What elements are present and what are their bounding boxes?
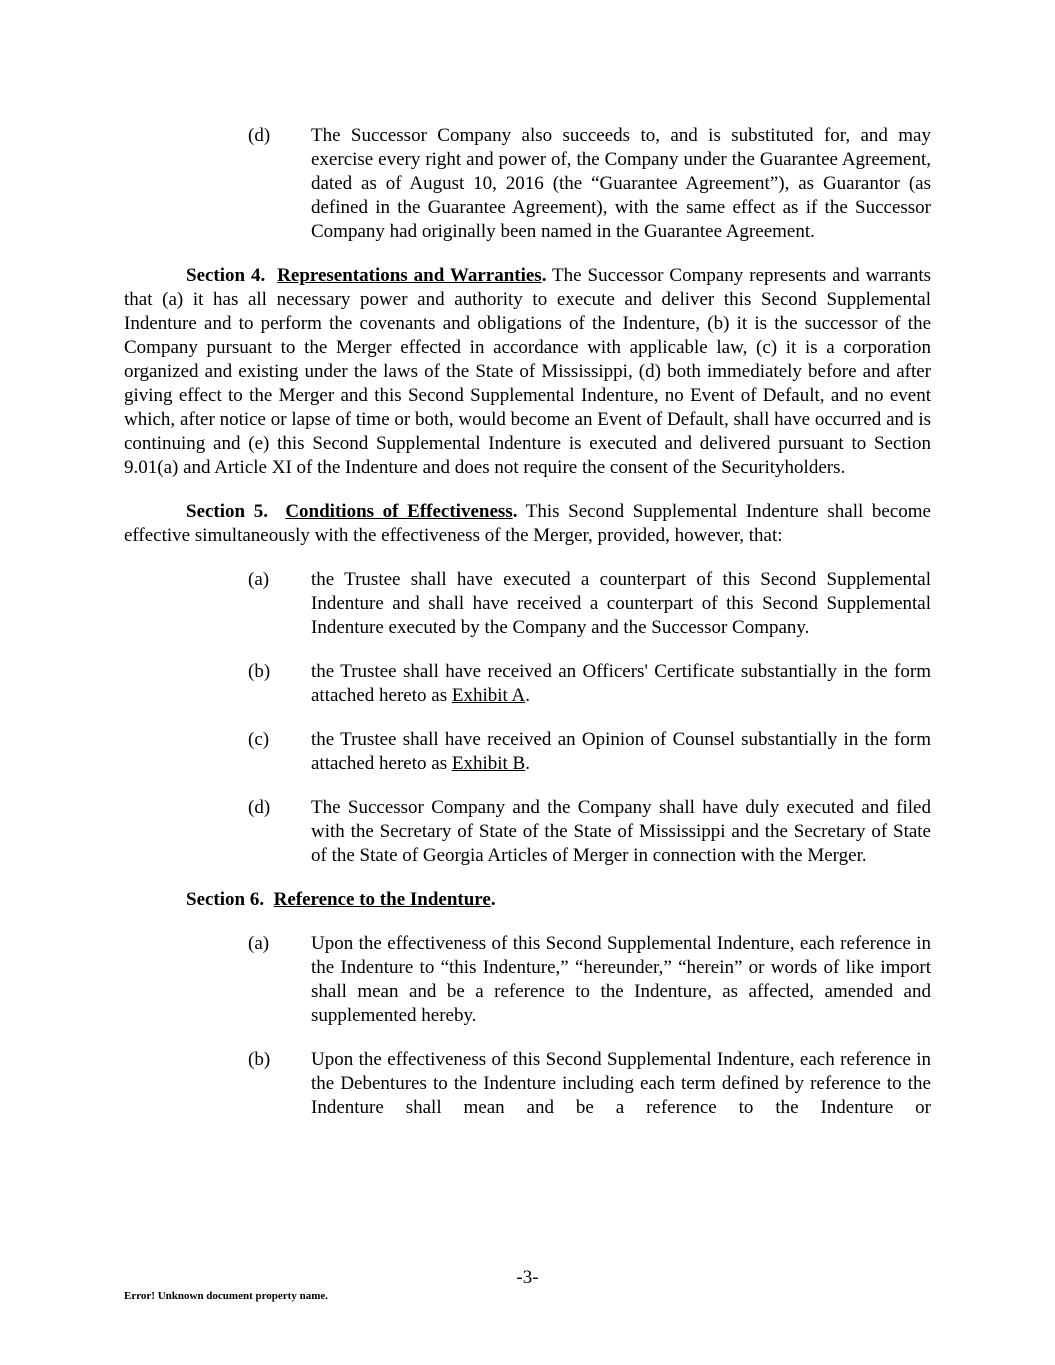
- item-label: (b): [248, 1049, 271, 1070]
- section-number: Section 5.: [186, 501, 269, 522]
- item-label: (d): [248, 125, 271, 146]
- item-text: [311, 660, 931, 708]
- list-item-b: [124, 660, 931, 708]
- list-item-a: [124, 932, 931, 1028]
- exhibit-a-reference: Exhibit A: [451, 685, 526, 706]
- item-text: The Successor Company also succeeds to, and is substituted for, and may exercise every right and power of, the Company under the Guarantee Agreement, dated as of August 10, 2016 (the “Guarantee Agreement”), as Guarantor (as defined in the Guarantee Agreement), with the same effect as if the Successor Company had originally been named in the Guarantee Agreement.: [311, 125, 931, 242]
- section-4: [124, 264, 931, 480]
- list-item-d: [124, 124, 931, 244]
- item-text: The Successor Company and the Company shall have duly executed and filed with the Secretary of State of the State of Mississippi and the Secretary of State of the State of Georgia Articles of Merger in connection with the Merger.: [311, 797, 931, 866]
- list-item-d: [124, 796, 931, 868]
- footer-text: Error! Unknown document property name.: [124, 1290, 329, 1302]
- item-text: Upon the effectiveness of this Second Supplemental Indenture, each reference in the Indenture to “this Indenture,” “hereunder,” “herein” or words of like import shall mean and be a reference to the Indenture, as affected, amended and supplemented hereby.: [311, 933, 931, 1026]
- period: .: [490, 889, 496, 910]
- item-body: the Trustee shall have received an Officers' Certificate substantially in the form attached hereto as: [311, 661, 931, 706]
- item-label: (a): [248, 569, 270, 590]
- section-text: The Successor Company represents and warrants that (a) it has all necessary power and authority to execute and deliver this Second Supplemental Indenture and to perform the covenants and obligations of the Indenture, (b) it is the successor of the Company pursuant to the Merger effected in accordance with applicable law, (c) it is a corporation organized and existing under the laws of the State of Mississippi, (d) both immediately before and after giving effect to the Merger and this Second Supplemental Indenture, no Event of Default, and no event which, after notice or lapse of time or both, would become an Event of Default, shall have occurred and is continuing and (e) this Second Supplemental Indenture is executed and delivered pursuant to Section 9.01(a) and Article XI of the Indenture and does not require the consent of the Securityholders.: [124, 265, 931, 478]
- period: .: [512, 501, 518, 522]
- item-label: (d): [248, 797, 271, 818]
- period: .: [541, 265, 547, 286]
- section-number: Section 4.: [186, 265, 266, 286]
- exhibit-b-reference: Exhibit B: [451, 753, 526, 774]
- section-title: Reference to the Indenture: [273, 889, 491, 910]
- list-item-c: [124, 728, 931, 776]
- list-item-a: [124, 568, 931, 640]
- section-text: This Second Supplemental Indenture shall become effective simultaneously with the effectiveness of the Merger, provided, however, that:: [124, 501, 931, 546]
- section-6: [124, 888, 931, 912]
- section-title: Conditions of Effectiveness: [285, 501, 513, 522]
- document-page: [124, 124, 931, 1140]
- section-title: Representations and Warranties: [277, 265, 542, 286]
- item-text: [311, 728, 931, 776]
- section-number: Section 6.: [186, 889, 265, 910]
- list-item-b: [124, 1048, 931, 1120]
- item-body: the Trustee shall have received an Opinion of Counsel substantially in the form attached hereto as: [311, 729, 931, 774]
- section-5: [124, 500, 931, 548]
- page-number: -3-: [516, 1267, 539, 1288]
- period: .: [525, 685, 530, 706]
- item-text: Upon the effectiveness of this Second Supplemental Indenture, each reference in the Debentures to the Indenture including each term defined by reference to the Indenture shall mean and be a reference to the Indenture or: [311, 1049, 931, 1118]
- item-label: (a): [248, 933, 270, 954]
- item-label: (c): [248, 729, 270, 750]
- item-text: the Trustee shall have executed a counterpart of this Second Supplemental Indenture and shall have received a counterpart of this Second Supplemental Indenture executed by the Company and the Successor Company.: [311, 569, 931, 638]
- period: .: [525, 753, 530, 774]
- item-label: (b): [248, 661, 271, 682]
